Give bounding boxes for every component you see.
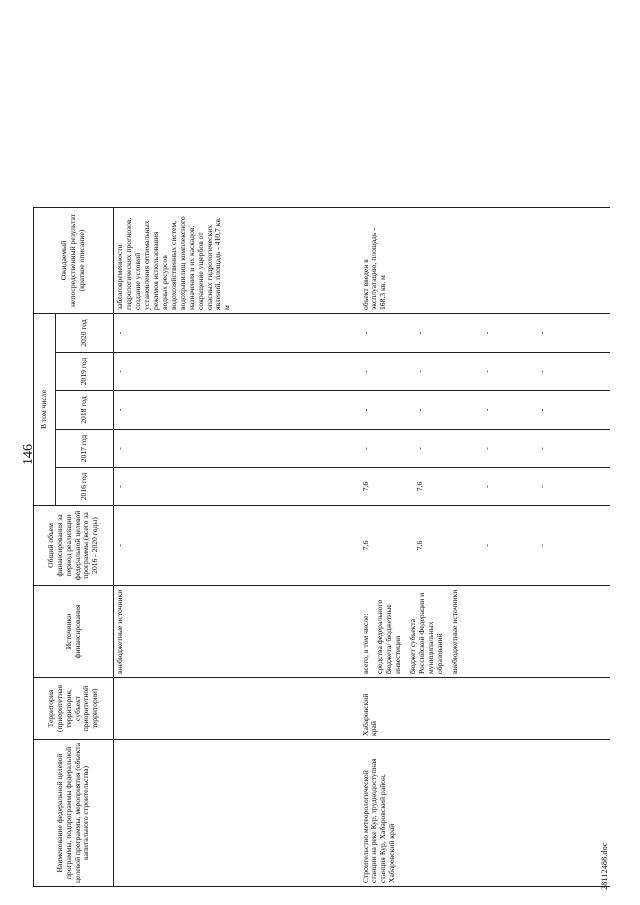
row1-2020: -	[114, 314, 360, 353]
row1-name	[114, 740, 360, 887]
header-name: Наименование федеральной целевой программы, подпрограммы федеральной целевой программы, мероприятия (объекта капитального строительства)	[34, 740, 114, 887]
y2019-val-2: -	[482, 370, 492, 373]
total-val-3: -	[537, 544, 547, 547]
row2-territory: Хабаровский край	[360, 678, 610, 740]
y2017-val-3: -	[537, 447, 547, 450]
row2-name: Строительство метеорологической станции на реке Кур, труднодоступная станция Кур, Хабаровский район, Хабаровский край	[360, 740, 610, 887]
row2-sources	[360, 586, 610, 678]
header-year-2017: 2017 год	[56, 430, 114, 468]
row1-2019: -	[114, 353, 360, 391]
y2016-val-1: 7,6	[415, 481, 425, 492]
y2018-val-3: -	[537, 408, 547, 412]
header-result: Ожидаемый непосредственный результат (краткое описание)	[34, 208, 114, 314]
document-filename: 28112488.doc	[600, 842, 609, 890]
header-including: В том числе	[34, 314, 56, 506]
total-val-2: -	[482, 544, 492, 547]
page-number: 146	[21, 444, 36, 465]
y2019-val-3: -	[537, 370, 547, 373]
y2020-val-2: -	[482, 331, 492, 335]
y2018-val-2: -	[482, 408, 492, 412]
row2-2017	[360, 430, 610, 468]
row1-2016: -	[114, 468, 360, 506]
y2016-val-2: -	[482, 485, 492, 488]
source-extrabudgetary: внебюджетные источники	[450, 589, 460, 674]
row1-2017: -	[114, 430, 360, 468]
header-year-2016: 2016 год	[56, 468, 114, 506]
header-territory: Территория (приоритетная территория, субъект приоритетной территории)	[34, 678, 114, 740]
row1-source: внебюджетные источники	[114, 586, 360, 678]
table-row	[114, 208, 360, 887]
y2016-val-3: -	[537, 485, 547, 488]
source-federal: средства федерального бюджета/ бюджетные инвестиции	[375, 599, 403, 674]
row1-result: заблаговременности гидрологических прогнозов, создание условий установления оптимальных режимов использования водных ресурсов водохозяйственных систем, водохранилищ комплексного назначения и их каскадов, сокращение ущербов от опасных гидрологических явлений, площадь - 410,7 кв. м	[114, 208, 360, 314]
y2020-val-3: -	[537, 331, 547, 335]
row2-2018	[360, 391, 610, 430]
table-row	[360, 208, 610, 887]
row1-total: -	[114, 506, 360, 586]
y2019-val-1: -	[415, 370, 425, 373]
y2016-val-0: 7,6	[360, 481, 370, 492]
y2018-val-0: -	[360, 408, 370, 412]
header-year-2018: 2018 год	[56, 391, 114, 430]
header-sources: Источники финансирования	[34, 586, 114, 678]
header-total: Общий объем финансирования за период реализации федеральной целевой программы (всего за 2016 - 2020 годы)	[34, 506, 114, 586]
y2017-val-2: -	[482, 447, 492, 450]
y2020-val-1: -	[415, 331, 425, 335]
y2020-val-0: -	[360, 331, 370, 335]
source-regional: бюджет субъекта Российской Федерации и муниципальных образований	[408, 592, 445, 674]
row2-2016	[360, 468, 610, 506]
program-table	[33, 207, 610, 887]
total-val-0: 7,6	[360, 540, 370, 551]
row2-total	[360, 506, 610, 586]
row2-2020	[360, 314, 610, 353]
row1-territory	[114, 678, 360, 740]
header-year-2020: 2020 год	[56, 314, 114, 353]
row1-2018: -	[114, 391, 360, 430]
y2019-val-0: -	[360, 370, 370, 373]
y2017-val-0: -	[360, 447, 370, 450]
header-year-2019: 2019 год	[56, 353, 114, 391]
total-val-1: 7,6	[415, 540, 425, 551]
y2017-val-1: -	[415, 447, 425, 450]
y2018-val-1: -	[415, 408, 425, 412]
source-total: всего, в том числе:	[360, 613, 370, 674]
row2-result: объект введен в эксплуатацию, площадь - 168,3 кв. м	[360, 208, 610, 314]
row2-2019	[360, 353, 610, 391]
